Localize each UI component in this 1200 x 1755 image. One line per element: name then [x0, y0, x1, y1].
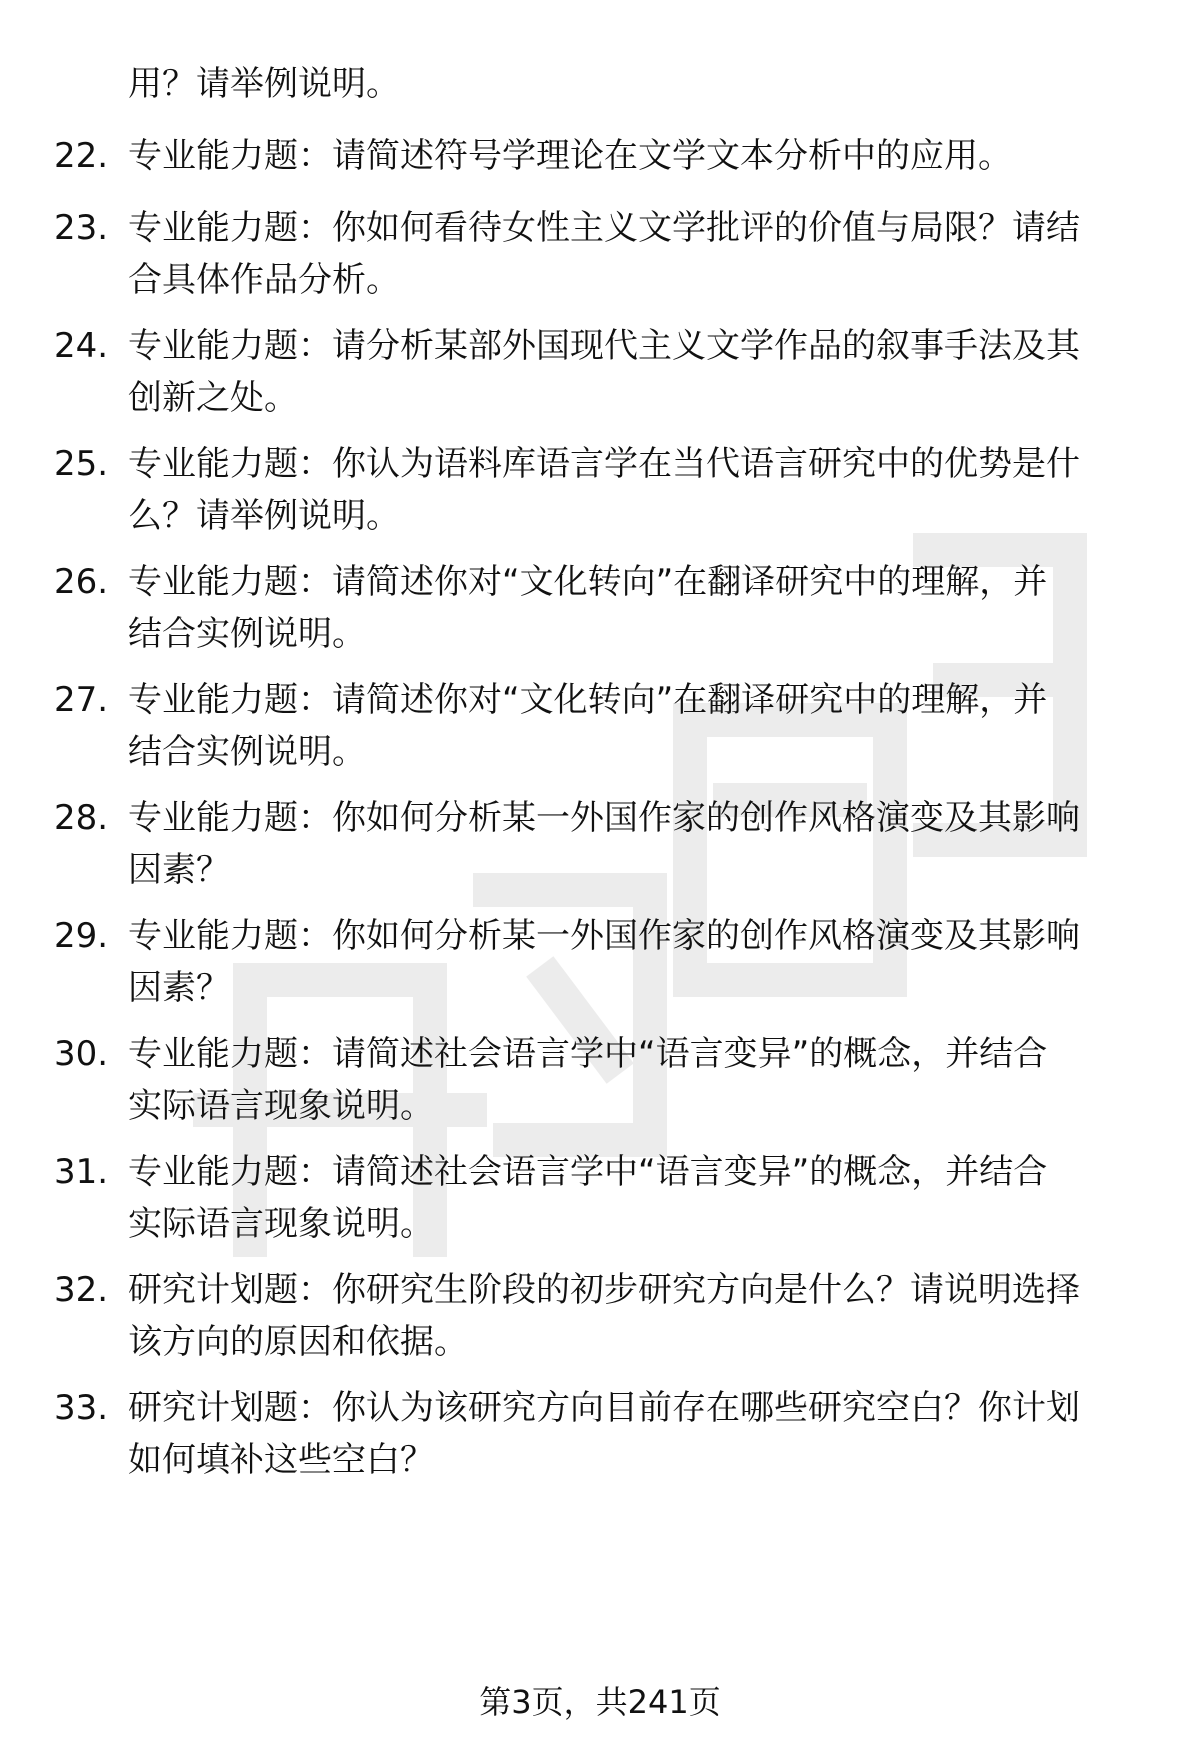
question-number: 23. [54, 208, 109, 248]
question-item [54, 202, 1154, 306]
question-text-line: 创新之处。 [128, 378, 298, 418]
question-text [128, 320, 1190, 424]
question-text-line: 结合实例说明。 [128, 614, 366, 654]
question-number: 28. [54, 798, 109, 838]
question-item [54, 674, 1154, 778]
question-number: 26. [54, 562, 109, 602]
question-number: 32. [54, 1270, 109, 1310]
question-text-line: 专业能力题：请简述符号学理论在文学文本分析中的应用。 [128, 136, 1012, 176]
continued-question-text: 用？请举例说明。 [128, 64, 400, 104]
question-text [128, 910, 1190, 1014]
question-text-line: 研究计划题：你研究生阶段的初步研究方向是什么？请说明选择 [128, 1270, 1080, 1310]
question-number: 29. [54, 916, 109, 956]
question-text-line: 因素？ [128, 850, 230, 890]
question-text-line: 专业能力题：你认为语料库语言学在当代语言研究中的优势是什 [128, 444, 1080, 484]
question-text-line: 专业能力题：请简述社会语言学中“语言变异”的概念，并结合 [128, 1034, 1048, 1074]
question-text-line: 专业能力题：你如何分析某一外国作家的创作风格演变及其影响 [128, 798, 1080, 838]
question-item [54, 910, 1154, 1014]
question-item [54, 130, 1154, 182]
question-text-line: 研究计划题：你认为该研究方向目前存在哪些研究空白？你计划 [128, 1388, 1080, 1428]
question-item [54, 1028, 1154, 1132]
question-text-line: 实际语言现象说明。 [128, 1204, 434, 1244]
question-text [128, 438, 1190, 542]
question-item [54, 438, 1154, 542]
question-number: 30. [54, 1034, 109, 1074]
question-text-line: 结合实例说明。 [128, 732, 366, 772]
question-text-line: 该方向的原因和依据。 [128, 1322, 468, 1362]
question-text-line: 专业能力题：请简述你对“文化转向”在翻译研究中的理解，并 [128, 562, 1048, 602]
question-text [128, 1382, 1190, 1486]
question-item [54, 792, 1154, 896]
question-text-line: 专业能力题：请分析某部外国现代主义文学作品的叙事手法及其 [128, 326, 1080, 366]
question-number: 24. [54, 326, 109, 366]
question-text [128, 130, 1190, 182]
question-text-line: 专业能力题：请简述社会语言学中“语言变异”的概念，并结合 [128, 1152, 1048, 1192]
question-number: 31. [54, 1152, 109, 1192]
question-text-line: 如何填补这些空白？ [128, 1440, 434, 1480]
question-item [54, 320, 1154, 424]
question-item [54, 1146, 1154, 1250]
question-text-line: 专业能力题：你如何分析某一外国作家的创作风格演变及其影响 [128, 916, 1080, 956]
question-number: 22. [54, 136, 109, 176]
question-number: 33. [54, 1388, 109, 1428]
question-text [128, 674, 1190, 778]
question-number: 25. [54, 444, 109, 484]
question-text [128, 792, 1190, 896]
question-text [128, 1146, 1190, 1250]
question-item [54, 1382, 1154, 1486]
question-text-line: 专业能力题：请简述你对“文化转向”在翻译研究中的理解，并 [128, 680, 1048, 720]
question-item [54, 556, 1154, 660]
question-text-line: 实际语言现象说明。 [128, 1086, 434, 1126]
question-text [128, 1264, 1190, 1368]
page-number: 第3页，共241页 [479, 1683, 721, 1721]
question-text [128, 1028, 1190, 1132]
question-text-line: 因素？ [128, 968, 230, 1008]
question-text-line: 么？请举例说明。 [128, 496, 400, 536]
question-item [54, 1264, 1154, 1368]
question-text [128, 556, 1190, 660]
question-text-line: 合具体作品分析。 [128, 260, 400, 300]
question-number: 27. [54, 680, 109, 720]
question-text [128, 202, 1190, 306]
question-text-line: 专业能力题：你如何看待女性主义文学批评的价值与局限？请结 [128, 208, 1080, 248]
